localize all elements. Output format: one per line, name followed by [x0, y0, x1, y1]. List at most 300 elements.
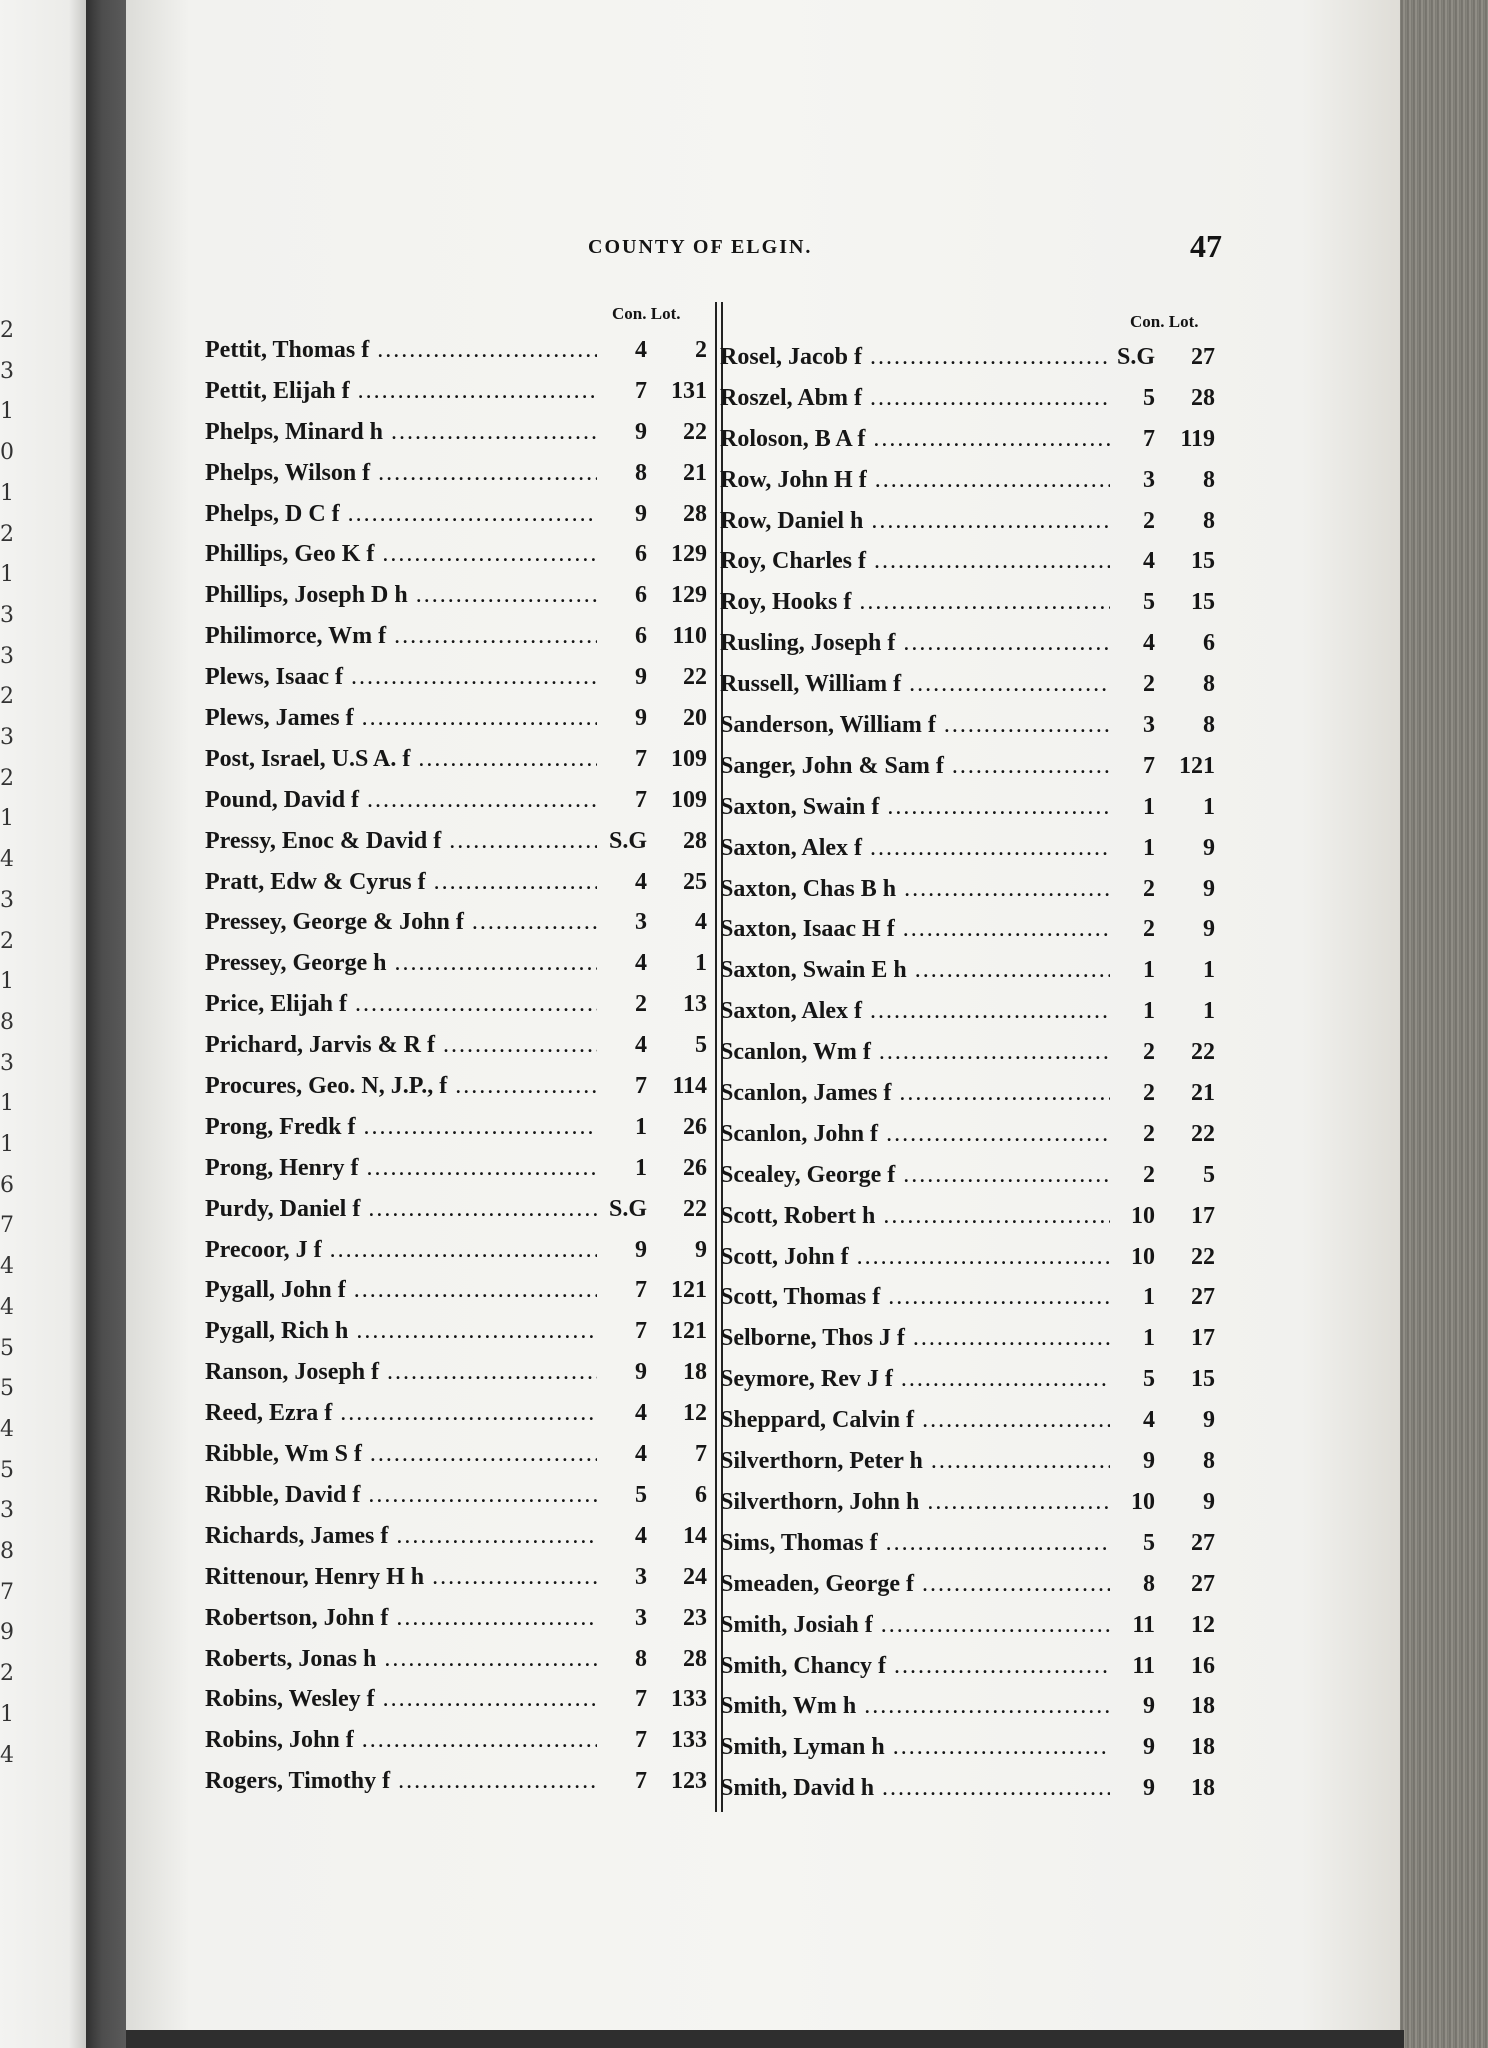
- entry-concession: 11: [1132, 1652, 1155, 1679]
- entry-lot: 109: [671, 745, 707, 772]
- entry-concession: 3: [1143, 712, 1155, 739]
- previous-page-digit: 1: [0, 480, 14, 506]
- entry-name: Richards, James f .....: [205, 1523, 597, 1550]
- entry-lot: 9: [695, 1236, 707, 1263]
- previous-page-digit: 1: [0, 562, 14, 588]
- entry-concession: 2: [1143, 875, 1155, 902]
- entry-lot: 129: [671, 541, 707, 568]
- entry-lot: 13: [683, 991, 707, 1018]
- entry-name: Scott, Robert h .....: [720, 1203, 1110, 1230]
- entry-lot: 18: [683, 1359, 707, 1386]
- previous-page-digit: 3: [0, 1050, 14, 1076]
- entry-concession: 4: [635, 868, 647, 895]
- entry-lot: 14: [683, 1522, 707, 1549]
- entry-lot: 8: [1203, 466, 1215, 493]
- entry-name: Saxton, Alex f .....: [720, 835, 1110, 862]
- entry-lot: 20: [683, 705, 707, 732]
- directory-entry-row: [205, 1316, 705, 1357]
- entry-lot: 22: [1191, 1120, 1215, 1147]
- entry-lot: 21: [1191, 1080, 1215, 1107]
- entry-concession: 9: [635, 1236, 647, 1263]
- entry-concession: 1: [1143, 1325, 1155, 1352]
- entry-lot: 5: [1203, 1161, 1215, 1188]
- previous-page-digit: 3: [0, 602, 14, 628]
- entry-concession: 2: [1143, 671, 1155, 698]
- entry-concession: 7: [635, 1318, 647, 1345]
- entry-name: Prong, Fredk f .....: [205, 1114, 597, 1141]
- previous-page-digit: 3: [0, 725, 14, 750]
- left-column-header-con-lot: Con. Lot.: [612, 304, 681, 323]
- entry-concession: 4: [635, 1522, 647, 1549]
- entry-lot: 27: [1191, 1570, 1215, 1597]
- entry-lot: 22: [683, 1195, 707, 1222]
- entry-name: Post, Israel, U.S A. f .....: [205, 746, 597, 773]
- entry-lot: 15: [1191, 548, 1215, 575]
- directory-entry-row: [205, 376, 705, 417]
- previous-page-digit: 4: [0, 1742, 14, 1768]
- entry-lot: 8: [1203, 507, 1215, 534]
- directory-entry-row: [720, 1364, 1220, 1405]
- left-entries-column: [205, 335, 705, 1807]
- entry-lot: 9: [1203, 1407, 1215, 1434]
- previous-page-digit: 5: [0, 1376, 14, 1402]
- directory-entry-row: [205, 1398, 705, 1439]
- entry-name: Prichard, Jarvis & R f .....: [205, 1032, 597, 1059]
- entry-concession: 2: [1143, 1120, 1155, 1147]
- directory-entry-row: [720, 1732, 1220, 1773]
- entry-lot: 9: [1203, 834, 1215, 861]
- entry-concession: 7: [635, 1768, 647, 1795]
- entry-name: Price, Elijah f .....: [205, 991, 597, 1018]
- entry-name: Phelps, Wilson f .....: [205, 460, 597, 487]
- directory-entry-row: [205, 1644, 705, 1685]
- directory-entry-row: [720, 996, 1220, 1037]
- entry-lot: 22: [683, 418, 707, 445]
- entry-lot: 9: [1203, 875, 1215, 902]
- previous-page-digit: 7: [0, 1579, 14, 1605]
- page-number: 47: [1190, 228, 1222, 264]
- directory-entry-row: [205, 1071, 705, 1112]
- directory-entry-row: [205, 1725, 705, 1766]
- directory-entry-row: [205, 1275, 705, 1316]
- entry-lot: 131: [671, 377, 707, 404]
- entry-lot: 1: [1203, 998, 1215, 1025]
- entry-concession: 4: [635, 1032, 647, 1059]
- entry-concession: 5: [1143, 1529, 1155, 1556]
- directory-entry-row: [720, 1242, 1220, 1283]
- entry-name: Phillips, Geo K f .....: [205, 541, 597, 568]
- entry-name: Philimorce, Wm f .....: [205, 623, 597, 650]
- entry-lot: 28: [683, 827, 707, 854]
- previous-page-digit: 8: [0, 1009, 14, 1035]
- directory-entry-row: [720, 587, 1220, 628]
- entry-lot: 22: [1191, 1243, 1215, 1270]
- directory-entry-row: [205, 1439, 705, 1480]
- entry-name: Saxton, Swain f .....: [720, 794, 1110, 821]
- previous-page-digit: 8: [0, 1539, 14, 1564]
- entry-name: Phelps, Minard h .....: [205, 419, 597, 446]
- directory-entry-row: [205, 335, 705, 376]
- entry-concession: 3: [1143, 466, 1155, 493]
- entry-lot: 133: [671, 1686, 707, 1713]
- entry-concession: 4: [1143, 548, 1155, 575]
- entry-name: Rittenour, Henry H h .....: [205, 1564, 597, 1591]
- entry-lot: 18: [1191, 1775, 1215, 1802]
- entry-lot: 109: [671, 786, 707, 813]
- entry-name: Silverthorn, John h .....: [720, 1489, 1110, 1516]
- entry-lot: 27: [1191, 1284, 1215, 1311]
- entry-lot: 21: [683, 459, 707, 486]
- entry-name: Smith, Lyman h .....: [720, 1734, 1110, 1761]
- entry-lot: 27: [1191, 344, 1215, 370]
- directory-entry-row: [720, 383, 1220, 424]
- entry-lot: 24: [683, 1563, 707, 1590]
- entry-concession: 4: [1143, 630, 1155, 657]
- entry-name: Rogers, Timothy f .....: [205, 1768, 597, 1795]
- entry-concession: 7: [635, 786, 647, 813]
- entry-concession: 9: [635, 418, 647, 445]
- directory-entry-row: [205, 1112, 705, 1153]
- entry-concession: S.G: [1116, 344, 1155, 370]
- entry-name: Scanlon, John f .....: [720, 1121, 1110, 1148]
- entry-concession: 6: [635, 582, 647, 609]
- entry-concession: 1: [1143, 793, 1155, 820]
- entry-name: Robertson, John f .....: [205, 1605, 597, 1632]
- entry-name: Ribble, Wm S f .....: [205, 1441, 597, 1468]
- entry-lot: 12: [1191, 1611, 1215, 1638]
- entry-concession: 5: [1143, 1366, 1155, 1393]
- entry-lot: 8: [1203, 712, 1215, 739]
- directory-entry-row: [720, 1037, 1220, 1078]
- entry-name: Plews, Isaac f .....: [205, 664, 597, 691]
- previous-page-edge: [0, 0, 86, 2048]
- directory-entry-row: [205, 1194, 705, 1235]
- previous-page-digit: 5: [0, 1335, 14, 1361]
- entry-lot: 18: [1191, 1693, 1215, 1720]
- entry-concession: 2: [1143, 507, 1155, 534]
- directory-entry-row: [205, 867, 705, 908]
- entry-concession: 9: [635, 500, 647, 527]
- directory-entry-row: [720, 1282, 1220, 1323]
- directory-entry-row: [720, 546, 1220, 587]
- entry-concession: 7: [635, 745, 647, 772]
- entry-concession: 9: [635, 1359, 647, 1386]
- entry-lot: 22: [683, 664, 707, 691]
- entry-name: Phillips, Joseph D h .....: [205, 582, 597, 609]
- entry-concession: 1: [635, 1113, 647, 1140]
- entry-lot: 27: [1191, 1529, 1215, 1556]
- entry-name: Reed, Ezra f .....: [205, 1400, 597, 1427]
- entry-name: Sanger, John & Sam f .....: [720, 753, 1110, 780]
- entry-concession: 1: [1143, 834, 1155, 861]
- entry-concession: 4: [635, 337, 647, 363]
- entry-lot: 123: [671, 1768, 707, 1795]
- entry-name: Scott, John f .....: [720, 1244, 1110, 1271]
- entry-name: Rosel, Jacob f .....: [720, 344, 1110, 371]
- page-header-title: COUNTY OF ELGIN.: [588, 236, 813, 258]
- directory-entry-row: [720, 342, 1220, 383]
- right-column-header-con-lot: Con. Lot.: [1130, 312, 1199, 331]
- entry-name: Saxton, Isaac H f .....: [720, 916, 1110, 943]
- directory-entry-row: [720, 1201, 1220, 1242]
- entry-name: Pettit, Thomas f .....: [205, 337, 597, 364]
- entry-name: Robins, Wesley f .....: [205, 1686, 597, 1713]
- entry-name: Scanlon, James f .....: [720, 1080, 1110, 1107]
- entry-lot: 121: [1179, 752, 1215, 779]
- directory-entry-row: [720, 955, 1220, 996]
- directory-entry-row: [205, 662, 705, 703]
- entry-concession: 3: [635, 1604, 647, 1631]
- entry-concession: 9: [1143, 1693, 1155, 1720]
- entry-lot: 1: [1203, 793, 1215, 820]
- entry-concession: S.G: [608, 827, 647, 854]
- entry-name: Smith, Josiah f .....: [720, 1612, 1110, 1639]
- entry-name: Plews, James f .....: [205, 705, 597, 732]
- directory-entry-row: [720, 1487, 1220, 1528]
- entry-name: Roberts, Jonas h .....: [205, 1646, 597, 1673]
- previous-page-digit: 1: [0, 806, 14, 832]
- previous-page-margin-digits: [0, 0, 14, 2048]
- entry-concession: 2: [1143, 1080, 1155, 1107]
- entry-name: Row, Daniel h .....: [720, 508, 1110, 535]
- directory-entry-row: [720, 751, 1220, 792]
- entry-name: Smeaden, George f .....: [720, 1571, 1110, 1598]
- entry-concession: 9: [1143, 1448, 1155, 1475]
- entry-name: Roy, Hooks f .....: [720, 589, 1110, 616]
- entry-name: Scealey, George f .....: [720, 1162, 1110, 1189]
- directory-entry-row: [720, 424, 1220, 465]
- entry-name: Pressey, George & John f .....: [205, 909, 597, 936]
- entry-lot: 26: [683, 1154, 707, 1181]
- entry-lot: 28: [683, 1645, 707, 1672]
- entry-name: Scanlon, Wm f .....: [720, 1039, 1110, 1066]
- directory-entry-row: [205, 539, 705, 580]
- entry-lot: 8: [1203, 1448, 1215, 1475]
- entry-name: Pratt, Edw & Cyrus f .....: [205, 869, 597, 896]
- entry-concession: 7: [635, 1277, 647, 1304]
- previous-page-digit: 2: [0, 318, 14, 343]
- entry-name: Saxton, Alex f .....: [720, 998, 1110, 1025]
- directory-entry-row: [205, 1357, 705, 1398]
- entry-lot: 16: [1191, 1652, 1215, 1679]
- previous-page-digit: 2: [0, 684, 14, 710]
- entry-name: Rusling, Joseph f .....: [720, 630, 1110, 657]
- entry-lot: 129: [671, 582, 707, 609]
- entry-lot: 8: [1203, 671, 1215, 698]
- entry-lot: 133: [671, 1727, 707, 1754]
- entry-concession: 8: [635, 1645, 647, 1672]
- directory-entry-row: [720, 669, 1220, 710]
- entry-concession: 7: [635, 1686, 647, 1713]
- previous-page-digit: 7: [0, 1213, 14, 1239]
- previous-page-digit: 2: [0, 928, 14, 954]
- previous-page-digit: 4: [0, 1416, 14, 1442]
- entry-lot: 28: [683, 500, 707, 527]
- directory-entry-row: [720, 465, 1220, 506]
- directory-entry-row: [205, 621, 705, 662]
- directory-entry-row: [205, 744, 705, 785]
- previous-page-digit: 4: [0, 1294, 14, 1320]
- directory-entry-row: [205, 1603, 705, 1644]
- entry-concession: 6: [635, 623, 647, 650]
- entry-name: Sheppard, Calvin f .....: [720, 1407, 1110, 1434]
- directory-entry-row: [205, 1521, 705, 1562]
- entry-lot: 26: [683, 1113, 707, 1140]
- entry-name: Procures, Geo. N, J.P., f .....: [205, 1073, 597, 1100]
- entry-concession: 4: [635, 1441, 647, 1468]
- directory-entry-row: [205, 1684, 705, 1725]
- entry-concession: 10: [1131, 1488, 1155, 1515]
- entry-lot: 18: [1191, 1734, 1215, 1761]
- previous-page-digit: 4: [0, 1254, 14, 1280]
- entry-concession: 2: [1143, 916, 1155, 943]
- entry-name: Saxton, Swain E h .....: [720, 957, 1110, 984]
- entry-concession: 3: [635, 1563, 647, 1590]
- entry-name: Prong, Henry f .....: [205, 1155, 597, 1182]
- directory-entry-row: [205, 989, 705, 1030]
- entry-name: Saxton, Chas B h .....: [720, 876, 1110, 903]
- previous-page-digit: 1: [0, 1701, 14, 1727]
- previous-page-digit: 1: [0, 1132, 14, 1157]
- entry-lot: 114: [672, 1073, 707, 1100]
- entry-name: Purdy, Daniel f .....: [205, 1196, 597, 1223]
- entry-lot: 1: [1203, 957, 1215, 984]
- entry-lot: 22: [1191, 1039, 1215, 1066]
- directory-entry-row: [720, 1078, 1220, 1119]
- entry-concession: 2: [1143, 1039, 1155, 1066]
- entry-concession: 1: [1143, 998, 1155, 1025]
- entry-lot: 4: [695, 909, 707, 936]
- entry-lot: 25: [683, 868, 707, 895]
- entry-concession: 9: [635, 664, 647, 691]
- entry-concession: 2: [635, 991, 647, 1018]
- entry-lot: 15: [1191, 1366, 1215, 1393]
- entry-name: Sims, Thomas f .....: [720, 1530, 1110, 1557]
- entry-concession: 1: [635, 1154, 647, 1181]
- entry-lot: 6: [1203, 630, 1215, 657]
- entry-lot: 110: [672, 623, 707, 650]
- entry-concession: 4: [635, 1400, 647, 1427]
- directory-entry-row: [205, 1766, 705, 1807]
- book-page-edges: [1400, 0, 1488, 2048]
- entry-name: Precoor, J f .....: [205, 1237, 597, 1264]
- directory-entry-row: [720, 833, 1220, 874]
- directory-entry-row: [205, 417, 705, 458]
- entry-name: Seymore, Rev J f .....: [720, 1366, 1110, 1393]
- entry-lot: 121: [671, 1277, 707, 1304]
- entry-concession: 4: [1143, 1407, 1155, 1434]
- entry-name: Scott, Thomas f .....: [720, 1284, 1110, 1311]
- entry-concession: 1: [1143, 957, 1155, 984]
- previous-page-digit: 0: [0, 440, 14, 466]
- entry-concession: 3: [635, 909, 647, 936]
- entry-concession: 7: [1143, 752, 1155, 779]
- directory-entry-row: [205, 907, 705, 948]
- entry-name: Phelps, D C f .....: [205, 501, 597, 528]
- entry-lot: 17: [1191, 1325, 1215, 1352]
- previous-page-digit: 3: [0, 1498, 14, 1524]
- entry-concession: 6: [635, 541, 647, 568]
- previous-page-digit: 1: [0, 399, 14, 425]
- entry-lot: 15: [1191, 589, 1215, 616]
- entry-concession: 5: [1143, 384, 1155, 411]
- previous-page-digit: 6: [0, 1172, 14, 1198]
- directory-entry-row: [720, 914, 1220, 955]
- entry-name: Roszel, Abm f .....: [720, 385, 1110, 412]
- entry-concession: S.G: [608, 1195, 647, 1222]
- entry-lot: 5: [695, 1032, 707, 1059]
- previous-page-digit: 2: [0, 765, 14, 791]
- directory-entry-row: [720, 1119, 1220, 1160]
- directory-entry-row: [205, 580, 705, 621]
- directory-entry-row: [720, 710, 1220, 751]
- directory-entry-row: [720, 1160, 1220, 1201]
- previous-page-digit: 3: [0, 358, 14, 384]
- entry-lot: 121: [671, 1318, 707, 1345]
- directory-entry-row: [720, 1405, 1220, 1446]
- previous-page-digit: 1: [0, 969, 14, 995]
- entry-concession: 1: [1143, 1284, 1155, 1311]
- entry-lot: 9: [1203, 916, 1215, 943]
- entry-name: Silverthorn, Peter h .....: [720, 1448, 1110, 1475]
- directory-entry-row: [720, 1569, 1220, 1610]
- entry-name: Pound, David f .....: [205, 787, 597, 814]
- entry-concession: 5: [635, 1481, 647, 1508]
- directory-entry-row: [205, 1153, 705, 1194]
- previous-page-digit: 2: [0, 521, 14, 547]
- directory-entry-row: [720, 628, 1220, 669]
- entry-name: Pygall, John f .....: [205, 1277, 597, 1304]
- entry-concession: 8: [1143, 1570, 1155, 1597]
- previous-page-digit: 3: [0, 643, 14, 669]
- entry-name: Smith, Wm h .....: [720, 1693, 1110, 1720]
- entry-name: Row, John H f .....: [720, 467, 1110, 494]
- entry-concession: 7: [635, 1727, 647, 1754]
- bottom-shadow: [126, 2030, 1404, 2048]
- entry-name: Smith, Chancy f .....: [720, 1653, 1110, 1680]
- entry-name: Sanderson, William f .....: [720, 712, 1110, 739]
- entry-lot: 119: [1180, 425, 1215, 452]
- entry-concession: 10: [1131, 1243, 1155, 1270]
- directory-entry-row: [205, 703, 705, 744]
- entry-lot: 23: [683, 1604, 707, 1631]
- directory-entry-row: [205, 785, 705, 826]
- right-entries-column: [720, 342, 1220, 1814]
- previous-page-digit: 1: [0, 1091, 14, 1117]
- directory-entry-row: [205, 1030, 705, 1071]
- book-gutter: [86, 0, 126, 2048]
- previous-page-digit: 3: [0, 887, 14, 913]
- entry-lot: 9: [1203, 1488, 1215, 1515]
- directory-entry-row: [205, 458, 705, 499]
- entry-name: Selborne, Thos J f .....: [720, 1325, 1110, 1352]
- entry-name: Russell, William f .....: [720, 671, 1110, 698]
- entry-lot: 17: [1191, 1202, 1215, 1229]
- entry-name: Robins, John f .....: [205, 1727, 597, 1754]
- entry-name: Roy, Charles f .....: [720, 548, 1110, 575]
- entry-name: Roloson, B A f .....: [720, 426, 1110, 453]
- entry-name: Pressey, George h .....: [205, 950, 597, 977]
- directory-entry-row: [205, 826, 705, 867]
- directory-entry-row: [205, 499, 705, 540]
- previous-page-digit: 5: [0, 1457, 14, 1483]
- entry-concession: 9: [1143, 1775, 1155, 1802]
- entry-lot: 2: [695, 337, 707, 363]
- previous-page-digit: 4: [0, 847, 14, 873]
- entry-lot: 12: [683, 1400, 707, 1427]
- entry-name: Ribble, David f .....: [205, 1482, 597, 1509]
- entry-name: Pressy, Enoc & David f .....: [205, 828, 597, 855]
